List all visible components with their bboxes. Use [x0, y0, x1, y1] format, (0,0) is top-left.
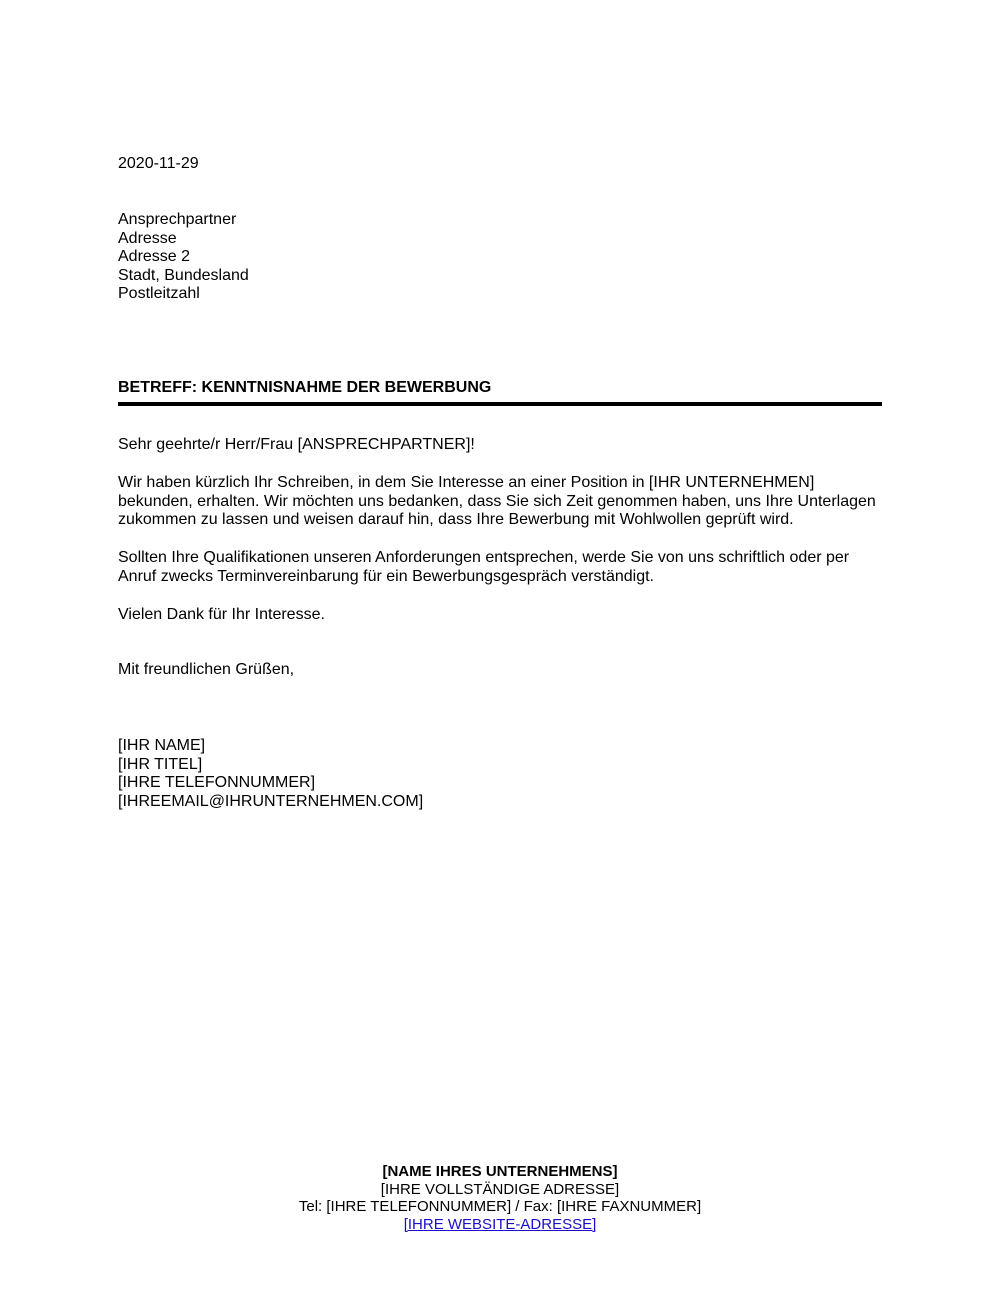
- signature-email: [IHREEMAIL@IHRUNTERNEHMEN.COM]: [118, 792, 424, 810]
- signature-name: [IHR NAME]: [118, 737, 206, 754]
- thanks-paragraph: [118, 606, 888, 625]
- footer-contact: Tel: [IHRE TELEFONNUMMER] / Fax: [IHRE FAXNUMMER]: [298, 1198, 702, 1215]
- recipient-city-state: Stadt, Bundesland: [118, 266, 249, 284]
- closing: [118, 661, 888, 680]
- closing-text: Mit freundlichen Grüßen,: [118, 661, 295, 678]
- letter-date: [118, 155, 888, 174]
- body-paragraph-1: [118, 474, 888, 530]
- thanks-text: Vielen Dank für Ihr Interesse.: [118, 606, 325, 623]
- recipient-address-block: [118, 211, 888, 304]
- company-footer: [0, 1163, 1000, 1233]
- recipient-address: Adresse: [118, 229, 177, 247]
- body-paragraph-2: [118, 549, 888, 586]
- paragraph-1-line-3: zukommen zu lassen und weisen darauf hin, dass Ihre Bewerbung mit Wohlwollen geprüft wird.: [118, 511, 794, 529]
- subject-text: BETREFF: KENNTNISNAHME DER BEWERBUNG: [118, 379, 492, 396]
- signature-phone: [IHRE TELEFONNUMMER]: [118, 774, 316, 792]
- subject-divider: [118, 402, 882, 406]
- subject-heading: [118, 379, 882, 398]
- paragraph-2-line-1: Sollten Ihre Qualifikationen unseren Anforderungen entsprechen, werde Sie von uns schriftlich oder per: [118, 549, 850, 566]
- salutation-text: Sehr geehrte/r Herr/Frau [ANSPRECHPARTNER]!: [118, 436, 475, 453]
- paragraph-2-line-2: Anruf zwecks Terminvereinbarung für ein Bewerbungsgespräch verständigt.: [118, 567, 654, 585]
- paragraph-1-line-1: Wir haben kürzlich Ihr Schreiben, in dem Sie Interesse an einer Position in [IHR UNTERNEHMEN]: [118, 474, 815, 491]
- footer-company-name: [NAME IHRES UNTERNEHMENS]: [382, 1163, 618, 1180]
- recipient-contact: Ansprechpartner: [118, 211, 237, 228]
- signature-title: [IHR TITEL]: [118, 755, 203, 773]
- signature-block: [118, 737, 888, 811]
- footer-website-link[interactable]: [IHRE WEBSITE-ADRESSE]: [403, 1215, 597, 1233]
- footer-address: [IHRE VOLLSTÄNDIGE ADRESSE]: [380, 1180, 620, 1198]
- recipient-postal-code: Postleitzahl: [118, 285, 200, 303]
- paragraph-1-line-2: bekunden, erhalten. Wir möchten uns bedanken, dass Sie sich Zeit genommen haben, uns Ihre Unterlagen: [118, 492, 876, 510]
- date-text: 2020-11-29: [118, 155, 199, 172]
- recipient-address-2: Adresse 2: [118, 248, 191, 266]
- salutation: [118, 436, 888, 455]
